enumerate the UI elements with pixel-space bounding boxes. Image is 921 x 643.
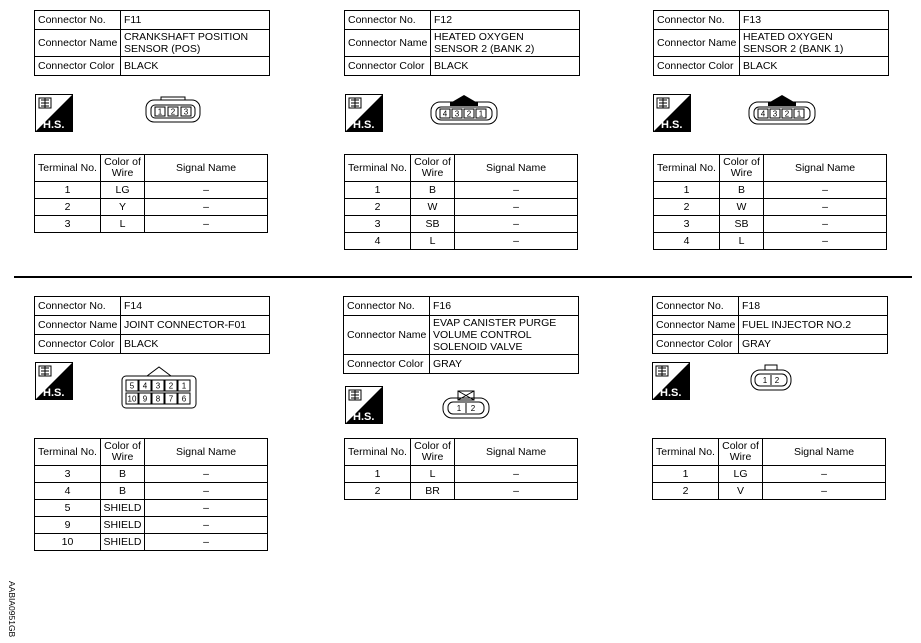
signal-name-header: Signal Name: [763, 439, 886, 466]
connector-name-line: JOINT CONNECTOR-F01: [124, 319, 247, 331]
plug-pin: 3: [772, 109, 778, 119]
hs-symbol-icon: [35, 94, 73, 132]
connector-color-value: GRAY: [430, 355, 579, 374]
connector-name-value: [431, 30, 580, 57]
connector-plug-diagram: [430, 94, 498, 126]
signal-name: –: [455, 199, 578, 216]
terminal-no-header: Terminal No.: [345, 155, 411, 182]
signal-name: –: [145, 534, 268, 551]
connector-color-label: Connector Color: [345, 57, 431, 76]
wire-color: W: [411, 199, 455, 216]
terminal-no: 1: [345, 182, 411, 199]
table-row: [345, 233, 578, 250]
terminal-no: 2: [345, 483, 411, 500]
plug-pin: 2: [168, 381, 174, 391]
signal-name: –: [763, 466, 886, 483]
plug-pin: 4: [442, 109, 448, 119]
wire-color: L: [411, 466, 455, 483]
table-row: [345, 182, 578, 199]
terminal-table: [34, 438, 268, 551]
terminal-no: 5: [35, 500, 101, 517]
wire-color-header: Color of Wire: [411, 439, 455, 466]
signal-name: –: [764, 182, 887, 199]
connector-name-label: Connector Name: [653, 316, 739, 335]
wire-color: SB: [411, 216, 455, 233]
terminal-no: 2: [653, 483, 719, 500]
connector-plug-diagram: [145, 96, 201, 124]
wire-color: LG: [719, 466, 763, 483]
connector-color-label: Connector Color: [653, 335, 739, 354]
signal-name: –: [145, 199, 268, 216]
connector-no-label: Connector No.: [654, 11, 740, 30]
wire-color: Y: [101, 199, 145, 216]
terminal-table: [34, 154, 268, 233]
terminal-table: [344, 438, 578, 500]
terminal-no-header: Terminal No.: [345, 439, 411, 466]
signal-name: –: [455, 233, 578, 250]
plug-pin: 2: [470, 404, 476, 413]
table-row: [35, 199, 268, 216]
connector-no-label: Connector No.: [35, 297, 121, 316]
plug-pin: 1: [181, 381, 187, 391]
connector-no-label: Connector No.: [345, 11, 431, 30]
connector-no-label: Connector No.: [35, 11, 121, 30]
wire-color-header: Color of Wire: [719, 439, 763, 466]
connector-no-value: F16: [430, 297, 579, 316]
wire-color: L: [720, 233, 764, 250]
wire-color-header: Color of Wire: [101, 155, 145, 182]
terminal-no: 3: [654, 216, 720, 233]
connector-name-line: CRANKSHAFT POSITION SENSOR (POS): [124, 31, 249, 55]
terminal-no: 3: [35, 466, 101, 483]
connector-name-line: HEATED OXYGEN SENSOR 2 (BANK 2): [434, 31, 535, 55]
terminal-no: 1: [35, 182, 101, 199]
table-row: [345, 216, 578, 233]
connector-info-table: [653, 10, 889, 76]
table-row: [35, 182, 268, 199]
plug-pin: 7: [168, 394, 174, 404]
connector-name-value: [430, 316, 579, 355]
plug-pin: 1: [157, 107, 163, 117]
plug-pin: 2: [466, 109, 472, 119]
hs-label: H.S.: [43, 119, 65, 131]
plug-pin: 5: [129, 381, 135, 391]
connector-no-label: Connector No.: [653, 297, 739, 316]
terminal-no: 2: [35, 199, 101, 216]
connector-info-table: [34, 296, 270, 354]
connector-info-table: [652, 296, 888, 354]
plug-pin: 4: [142, 381, 148, 391]
connector-name-label: Connector Name: [35, 316, 121, 335]
table-row: [35, 500, 268, 517]
hs-label: H.S.: [353, 119, 375, 131]
connector-color-value: GRAY: [739, 335, 888, 354]
wire-color-header: Color of Wire: [101, 439, 145, 466]
wire-color: SHIELD: [101, 517, 145, 534]
plug-pin: 1: [796, 109, 802, 119]
plug-pin: 6: [181, 394, 187, 404]
connector-no-value: F18: [739, 297, 888, 316]
terminal-no-header: Terminal No.: [35, 439, 101, 466]
table-row: [35, 534, 268, 551]
signal-name-header: Signal Name: [145, 439, 268, 466]
terminal-table: [653, 154, 887, 250]
wire-color-header: Color of Wire: [720, 155, 764, 182]
wire-color: B: [101, 483, 145, 500]
wire-color: L: [101, 216, 145, 233]
plug-pin: 3: [155, 381, 161, 391]
table-row: [653, 466, 886, 483]
connector-no-value: F14: [121, 297, 270, 316]
plug-pin: 1: [762, 376, 768, 385]
signal-name: –: [145, 517, 268, 534]
hs-label: H.S.: [43, 387, 65, 399]
hs-symbol-icon: [345, 94, 383, 132]
section-divider: [14, 276, 912, 278]
connector-color-value: BLACK: [431, 57, 580, 76]
signal-name: –: [455, 216, 578, 233]
wire-color: V: [719, 483, 763, 500]
table-row: [654, 199, 887, 216]
wire-color: SHIELD: [101, 500, 145, 517]
connector-name-label: Connector Name: [35, 30, 121, 57]
hs-symbol-icon: [345, 386, 383, 424]
signal-name: –: [763, 483, 886, 500]
terminal-no: 3: [35, 216, 101, 233]
terminal-no: 3: [345, 216, 411, 233]
plug-pin: 2: [774, 376, 780, 385]
connector-name-label: Connector Name: [344, 316, 430, 355]
connector-info-table: [343, 296, 579, 374]
terminal-no: 1: [345, 466, 411, 483]
hs-symbol-icon: [653, 94, 691, 132]
signal-name: –: [145, 466, 268, 483]
hs-symbol-icon: [652, 362, 690, 400]
plug-pin: 3: [183, 107, 189, 117]
connector-color-value: BLACK: [121, 57, 270, 76]
terminal-no: 10: [35, 534, 101, 551]
wire-color: SHIELD: [101, 534, 145, 551]
table-row: [654, 233, 887, 250]
table-row: [345, 199, 578, 216]
table-row: [654, 182, 887, 199]
plug-pin: 1: [478, 109, 484, 119]
table-row: [345, 483, 578, 500]
connector-name-value: [121, 30, 270, 57]
connector-info-table: [344, 10, 580, 76]
terminal-no: 2: [654, 199, 720, 216]
terminal-table: [344, 154, 578, 250]
connector-name-line: EVAP CANISTER PURGE VOLUME CONTROL SOLENOID VALVE: [433, 317, 557, 353]
plug-pin: 2: [170, 107, 176, 117]
connector-no-value: F13: [740, 11, 889, 30]
signal-name: –: [145, 216, 268, 233]
table-row: [345, 466, 578, 483]
connector-info-table: [34, 10, 270, 76]
table-row: [654, 216, 887, 233]
terminal-no-header: Terminal No.: [653, 439, 719, 466]
terminal-no: 4: [35, 483, 101, 500]
signal-name: –: [455, 466, 578, 483]
connector-plug-diagram: [121, 364, 197, 410]
table-row: [35, 483, 268, 500]
connector-color-label: Connector Color: [654, 57, 740, 76]
connector-color-label: Connector Color: [35, 335, 121, 354]
connector-plug-diagram: [442, 390, 490, 420]
connector-plug-diagram: [750, 364, 792, 392]
terminal-no: 2: [345, 199, 411, 216]
plug-pin: 4: [760, 109, 766, 119]
connector-no-label: Connector No.: [344, 297, 430, 316]
signal-name-header: Signal Name: [764, 155, 887, 182]
document-code-text: AABIA0951GB: [7, 581, 17, 638]
connector-name-line: HEATED OXYGEN SENSOR 2 (BANK 1): [743, 31, 844, 55]
connector-color-label: Connector Color: [35, 57, 121, 76]
hs-label: H.S.: [660, 387, 682, 399]
terminal-no: 9: [35, 517, 101, 534]
plug-pin: 2: [784, 109, 790, 119]
table-row: [35, 216, 268, 233]
wire-color: B: [720, 182, 764, 199]
hs-label: H.S.: [353, 411, 375, 423]
wire-color: B: [101, 466, 145, 483]
connector-no-value: F12: [431, 11, 580, 30]
signal-name-header: Signal Name: [455, 439, 578, 466]
document-code: [0, 580, 17, 638]
terminal-no-header: Terminal No.: [654, 155, 720, 182]
table-row: [653, 483, 886, 500]
wire-color: LG: [101, 182, 145, 199]
connector-color-value: BLACK: [121, 335, 270, 354]
connector-name-line: FUEL INJECTOR NO.2: [742, 319, 852, 331]
wire-color-header: Color of Wire: [411, 155, 455, 182]
connector-plug-diagram: [748, 94, 816, 126]
wire-color: SB: [720, 216, 764, 233]
table-row: [35, 466, 268, 483]
terminal-no: 4: [345, 233, 411, 250]
wire-color: BR: [411, 483, 455, 500]
terminal-table: [652, 438, 886, 500]
connector-color-label: Connector Color: [344, 355, 430, 374]
table-row: [35, 517, 268, 534]
signal-name-header: Signal Name: [455, 155, 578, 182]
plug-pin: 8: [155, 394, 161, 404]
signal-name: –: [455, 483, 578, 500]
connector-name-label: Connector Name: [654, 30, 740, 57]
terminal-no: 1: [654, 182, 720, 199]
signal-name: –: [145, 182, 268, 199]
connector-name-value: [121, 316, 270, 335]
connector-name-value: [739, 316, 888, 335]
signal-name: –: [764, 216, 887, 233]
hs-label: H.S.: [661, 119, 683, 131]
terminal-no: 1: [653, 466, 719, 483]
terminal-no: 4: [654, 233, 720, 250]
signal-name: –: [145, 500, 268, 517]
wire-color: L: [411, 233, 455, 250]
connector-name-label: Connector Name: [345, 30, 431, 57]
plug-pin: 10: [127, 394, 137, 404]
connector-color-value: BLACK: [740, 57, 889, 76]
connector-no-value: F11: [121, 11, 270, 30]
plug-pin: 3: [454, 109, 460, 119]
signal-name: –: [764, 233, 887, 250]
plug-pin: 9: [142, 394, 148, 404]
wire-color: W: [720, 199, 764, 216]
signal-name: –: [145, 483, 268, 500]
connector-name-value: [740, 30, 889, 57]
signal-name-header: Signal Name: [145, 155, 268, 182]
signal-name: –: [764, 199, 887, 216]
wire-color: B: [411, 182, 455, 199]
terminal-no-header: Terminal No.: [35, 155, 101, 182]
hs-symbol-icon: [35, 362, 73, 400]
plug-pin: 1: [456, 404, 462, 413]
signal-name: –: [455, 182, 578, 199]
